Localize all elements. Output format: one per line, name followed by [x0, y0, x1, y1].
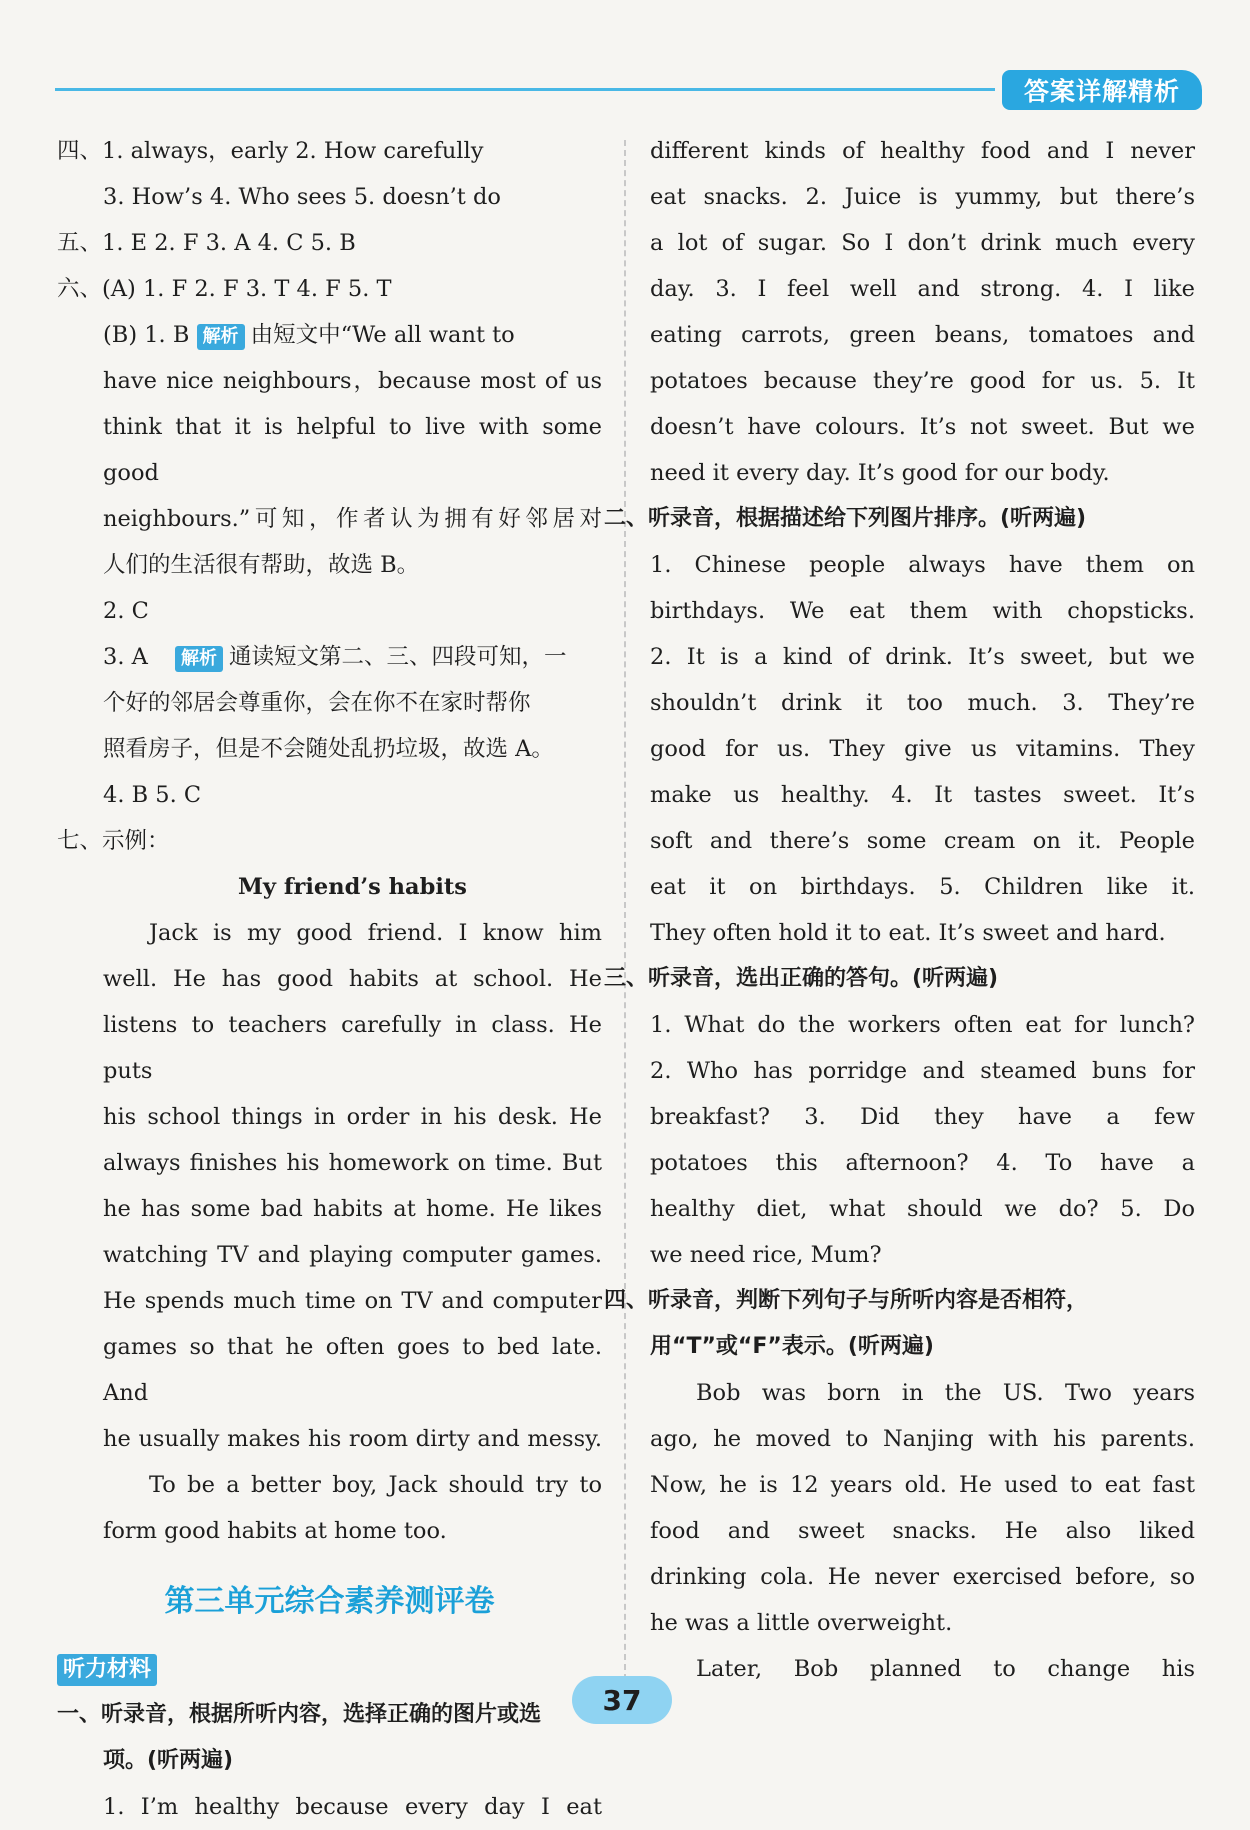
column-divider	[624, 140, 626, 1680]
transcript-line: 1. Chinese people always have them on	[650, 552, 1195, 578]
essay-title: My friend’s habits	[238, 874, 467, 900]
answer-6b-4-5: 4. B 5. C	[103, 782, 202, 808]
analysis-text: 通读短文第二、三、四段可知，一	[229, 644, 567, 670]
section-1-heading-cont: 项。(听两遍)	[103, 1748, 234, 1773]
transcript-line: he was a little overweight.	[650, 1610, 953, 1636]
transcript-line: They often hold it to eat. It’s sweet and hard.	[650, 920, 1166, 946]
transcript-line: need it every day. It’s good for our body.	[650, 460, 1110, 486]
page-number: 37	[572, 1676, 672, 1724]
transcript-line: day. 3. I feel well and strong. 4. I like	[650, 276, 1195, 302]
transcript-line: healthy diet, what should we do? 5. Do	[650, 1196, 1195, 1222]
analysis-line: 人们的生活很有帮助，故选 B。	[103, 552, 420, 578]
transcript-line: potatoes because they’re good for us. 5. It	[650, 368, 1195, 394]
transcript-line: 2. Who has porridge and steamed buns for	[650, 1058, 1195, 1084]
essay-line: well. He has good habits at school. He	[103, 966, 602, 992]
analysis-line: think that it is helpful to live with some good	[103, 414, 602, 486]
section-4-heading-cont: 用“T”或“F”表示。(听两遍)	[650, 1334, 934, 1359]
answer-6b-2: 2. C	[103, 598, 149, 624]
answer-section-7: 七、示例：	[57, 828, 170, 854]
analysis-line: 个好的邻居会尊重你，会在你不在家时帮你	[103, 690, 531, 716]
transcript-line: different kinds of healthy food and I never	[650, 138, 1195, 164]
essay-line: To be a better boy, Jack should try to	[149, 1472, 602, 1498]
transcript-line: eat it on birthdays. 5. Children like it.	[650, 874, 1195, 900]
analysis-line: 照看房子，但是不会随处乱扔垃圾，故选 A。	[103, 736, 554, 762]
essay-line: he has some bad habits at home. He likes	[103, 1196, 602, 1222]
listening-material-label	[57, 1646, 602, 1692]
transcript-line: Later, Bob planned to change his	[696, 1656, 1195, 1682]
answer-section-4-line-2: 3. How’s 4. Who sees 5. doesn’t do	[103, 184, 501, 210]
unit-title: 第三单元综合素养测评卷	[164, 1584, 495, 1619]
essay-line: form good habits at home too.	[103, 1518, 447, 1544]
answer-section-5: 五、1. E 2. F 3. A 4. C 5. B	[57, 230, 356, 256]
transcript-line: 1. I’m healthy because every day I eat	[103, 1794, 602, 1820]
analysis-line: have nice neighbours，because most of us	[103, 368, 602, 394]
header-rule	[55, 88, 995, 91]
transcript-line: 2. It is a kind of drink. It’s sweet, but we	[650, 644, 1195, 670]
answer-6b-3-prefix: 3. A	[103, 644, 148, 670]
transcript-line: ago, he moved to Nanjing with his parents.	[650, 1426, 1195, 1452]
transcript-line: eating carrots, green beans, tomatoes and	[650, 322, 1195, 348]
section-3-heading: 三、听录音，选出正确的答句。(听两遍)	[604, 966, 999, 991]
transcript-line: potatoes this afternoon? 4. To have a	[650, 1150, 1195, 1176]
analysis-tag: 解析	[197, 324, 245, 350]
transcript-line: good for us. They give us vitamins. They	[650, 736, 1195, 762]
section-2-heading: 二、听录音，根据描述给下列图片排序。(听两遍)	[604, 506, 1087, 531]
answer-section-4-line-1: 四、1. always，early 2. How carefully	[57, 138, 484, 164]
essay-line: he usually makes his room dirty and messy.	[103, 1426, 602, 1452]
transcript-line: breakfast? 3. Did they have a few	[650, 1104, 1195, 1130]
analysis-text: 由短文中“We all want to	[250, 322, 515, 348]
answer-6b-1	[57, 312, 602, 358]
header-badge: 答案详解精析	[1002, 70, 1202, 110]
right-column	[604, 128, 1195, 1692]
essay-line: games so that he often goes to bed late. And	[103, 1334, 602, 1406]
transcript-line: soft and there’s some cream on it. People	[650, 828, 1195, 854]
listening-tag: 听力材料	[57, 1654, 157, 1686]
section-4-heading: 四、听录音，判断下列句子与所听内容是否相符，	[604, 1288, 1089, 1313]
left-column	[57, 128, 602, 1830]
essay-line: his school things in order in his desk. He	[103, 1104, 602, 1130]
answer-6b-1-prefix: (B) 1. B	[103, 322, 190, 348]
essay-line: listens to teachers carefully in class. He puts	[103, 1012, 602, 1084]
transcript-line: food and sweet snacks. He also liked	[650, 1518, 1195, 1544]
analysis-line: neighbours.”可知，作者认为拥有好邻居对	[103, 506, 602, 532]
answer-6b-3	[57, 634, 602, 680]
section-1-heading: 一、听录音，根据所听内容，选择正确的图片或选	[57, 1702, 542, 1727]
transcript-line: a lot of sugar. So I don’t drink much every	[650, 230, 1195, 256]
transcript-line: drinking cola. He never exercised before, so	[650, 1564, 1195, 1590]
essay-line: He spends much time on TV and computer	[103, 1288, 602, 1314]
transcript-line: doesn’t have colours. It’s not sweet. But we	[650, 414, 1195, 440]
transcript-line: birthdays. We eat them with chopsticks.	[650, 598, 1195, 624]
transcript-line: Now, he is 12 years old. He used to eat fast	[650, 1472, 1195, 1498]
transcript-line: 1. What do the workers often eat for lunch?	[650, 1012, 1195, 1038]
answer-section-6a: 六、(A) 1. F 2. F 3. T 4. F 5. T	[57, 276, 392, 302]
transcript-line: shouldn’t drink it too much. 3. They’re	[650, 690, 1195, 716]
transcript-line: eat snacks. 2. Juice is yummy, but there’s	[650, 184, 1195, 210]
transcript-line: Bob was born in the US. Two years	[696, 1380, 1195, 1406]
essay-line: always finishes his homework on time. But	[103, 1150, 602, 1176]
essay-line: Jack is my good friend. I know him	[149, 920, 602, 946]
transcript-line: make us healthy. 4. It tastes sweet. It’s	[650, 782, 1195, 808]
analysis-tag: 解析	[175, 646, 223, 672]
transcript-line: we need rice, Mum?	[650, 1242, 882, 1268]
essay-line: watching TV and playing computer games.	[103, 1242, 602, 1268]
